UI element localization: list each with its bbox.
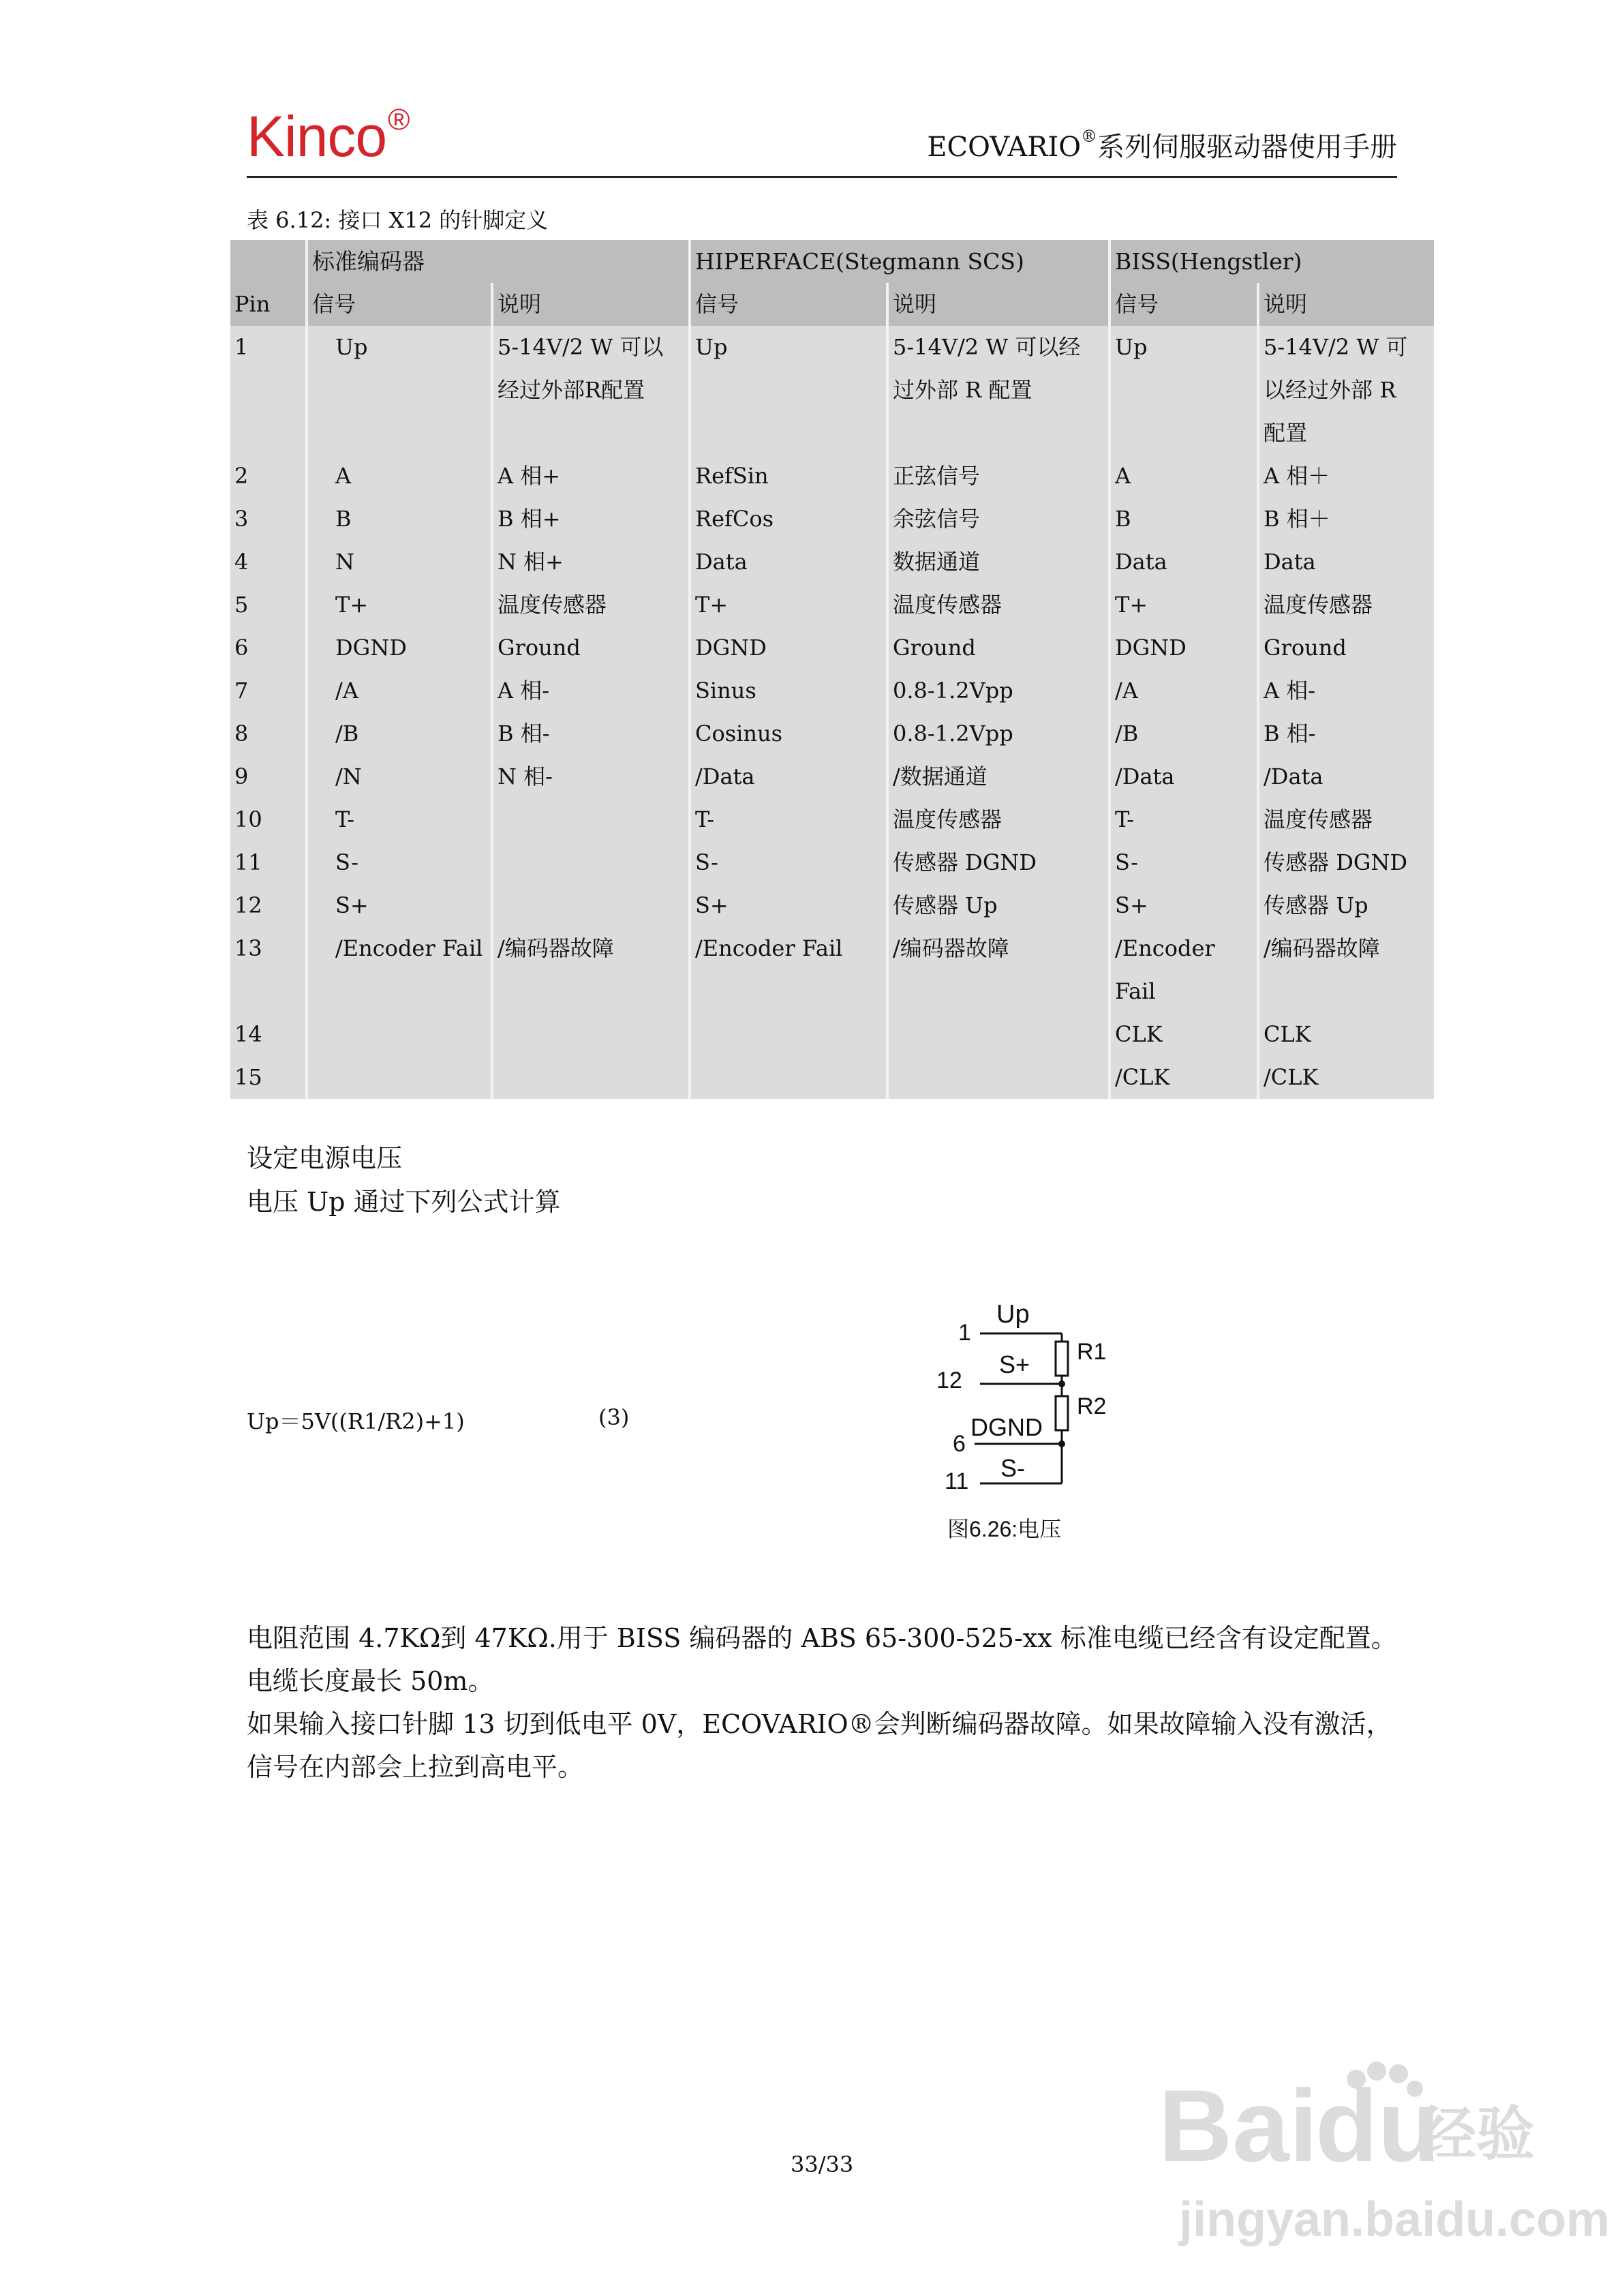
resistor-r2 [1056,1396,1068,1430]
paragraph-resistor-range: 电阻范围 4.7KΩ到 47KΩ.用于 BISS 编码器的 ABS 65-300-525-xx 标准电缆已经含有设定配置。电缆长度最长 50m。 [247,1623,1397,1696]
table-cell: DGND [1110,626,1258,669]
cell-line: 经过外部R配置 [498,377,645,403]
col-std-signal: 信号 [307,283,492,326]
table-cell: 余弦信号 [887,498,1110,541]
table-row [230,1013,1434,1056]
junction-dot [1058,1440,1065,1447]
table-cell [307,1013,492,1056]
cell-line: 5-14V/2 W 可 [1264,334,1408,360]
table-cell: Ground [887,626,1110,669]
table-cell: 数据通道 [887,541,1110,584]
group-biss: BISS(Hengstler) [1110,240,1434,283]
table-cell: Data [1264,549,1316,575]
table-cell: 4 [230,541,307,584]
table-cell: 温度传感器 [1264,806,1373,832]
table-cell: /N [307,755,492,798]
table-caption: 表 6.12: 接口 X12 的针脚定义 [247,207,549,233]
table-cell: A 相- [1264,678,1316,704]
table-cell: 温度传感器 [1264,592,1373,618]
table-row [230,541,1434,584]
table-cell: T+ [307,584,492,626]
table-cell: B 相- [492,712,690,755]
table-cell: Ground [1264,635,1347,661]
table-cell: B 相- [1264,721,1316,746]
table-cell: /Encoder Fail [690,927,887,1013]
table-cell: /编码器故障 [887,927,1110,1013]
table-cell [1258,326,1434,455]
table-group-header [230,240,1434,283]
table-cell: Ground [492,626,690,669]
table-cell: Up [307,326,492,455]
table-cell: A 相- [492,669,690,712]
table-cell [492,884,690,927]
svg-text:du: du [1315,2068,1441,2183]
kinco-logo: Kinco® [247,103,410,168]
table-cell: RefSin [690,455,887,498]
table-cell: S- [690,841,887,884]
table-cell: 传感器 Up [887,884,1110,927]
table-cell: T- [307,798,492,841]
table-column-header [230,283,1434,326]
table-cell: /A [1110,669,1258,712]
table-cell [492,841,690,884]
table-cell: 6 [230,626,307,669]
table-cell: /CLK [1110,1056,1258,1099]
cell-line: 以经过外部 R [1264,377,1396,403]
formula: Up＝5V((R1/R2)+1) [247,1408,465,1434]
table-cell [1110,927,1258,1013]
table-cell: Data [1110,541,1258,584]
resistor-label-r1: R1 [1077,1339,1107,1365]
table-cell: T- [690,798,887,841]
table-row [230,712,1434,755]
table-cell: /B [307,712,492,755]
table-cell: DGND [690,626,887,669]
baidu-jingyan-watermark [1152,2052,1610,2256]
table-cell: B [1110,498,1258,541]
table-cell: T- [1110,798,1258,841]
table-cell: S+ [307,884,492,927]
pin-definition-table [230,240,1434,1099]
table-cell: /Data [1110,755,1258,798]
pin-label-12: 12 [936,1368,962,1393]
table-cell [887,1056,1110,1099]
cell-line: Fail [1115,978,1156,1004]
table-cell: RefCos [690,498,887,541]
table-cell [492,798,690,841]
signal-label-splus: S+ [999,1350,1030,1378]
table-cell: B 相+ [492,498,690,541]
svg-text:经验: 经验 [1418,2102,1535,2167]
col-biss-signal: 信号 [1110,283,1258,326]
table-row [230,584,1434,626]
table-cell [690,1013,887,1056]
table-row [230,455,1434,498]
table-cell: 9 [230,755,307,798]
voltage-divider-schematic [932,1286,1137,1511]
table-cell: 14 [230,1013,307,1056]
table-cell: /B [1110,712,1258,755]
table-cell [492,326,690,455]
table-cell [307,1056,492,1099]
table-row [230,669,1434,712]
table-row [230,626,1434,669]
table-cell: /数据通道 [887,755,1110,798]
table-cell: 13 [230,927,307,1013]
table-row [230,884,1434,927]
section-heading: 设定电源电压 [247,1143,403,1173]
table-cell: 温度传感器 [887,798,1110,841]
table-cell: /A [307,669,492,712]
col-std-desc: 说明 [492,283,690,326]
col-biss-desc: 说明 [1258,283,1434,326]
table-cell: DGND [307,626,492,669]
table-cell: A [1110,455,1258,498]
table-cell: Up [1110,326,1258,455]
table-cell: S+ [1110,884,1258,927]
cell-line: 过外部 R 配置 [893,377,1032,403]
cell-line: 5-14V/2 W 可以 [498,334,664,360]
table-cell: 传感器 DGND [887,841,1110,884]
table-cell: /编码器故障 [1264,935,1380,961]
table-cell: Cosinus [690,712,887,755]
signal-label-dgnd: DGND [970,1413,1043,1441]
cell-line: 5-14V/2 W 可以经 [893,334,1081,360]
table-cell: 11 [230,841,307,884]
cell-line: 配置 [1264,420,1308,446]
table-cell: S+ [690,884,887,927]
table-cell: S- [1110,841,1258,884]
resistor-r1 [1056,1342,1068,1376]
table-cell: /Encoder Fail [307,927,492,1013]
col-pin: Pin [230,283,307,326]
table-cell: 0.8-1.2Vpp [887,669,1110,712]
table-cell: CLK [1264,1021,1311,1047]
table-cell: Data [690,541,887,584]
table-cell: N 相- [492,755,690,798]
table-cell: N [307,541,492,584]
table-cell: CLK [1110,1013,1258,1056]
table-cell: N 相+ [492,541,690,584]
table-cell: 传感器 DGND [1264,849,1408,875]
table-cell [690,1056,887,1099]
group-standard-encoder: 标准编码器 [307,240,690,283]
table-cell: 2 [230,455,307,498]
table-cell: Up [690,326,887,455]
table-cell: S- [307,841,492,884]
table-row [230,755,1434,798]
figure-caption: 图6.26:电压 [947,1517,1062,1541]
manual-title: ECOVARIO®系列伺服驱动器使用手册 [927,127,1397,163]
junction-dot [1058,1380,1065,1387]
table-row [230,498,1434,541]
table-cell: 0.8-1.2Vpp [887,712,1110,755]
table-cell: 12 [230,884,307,927]
table-cell: T+ [690,584,887,626]
table-cell: Sinus [690,669,887,712]
table-cell: 15 [230,1056,307,1099]
table-row [230,798,1434,841]
col-hip-desc: 说明 [887,283,1110,326]
table-cell: 8 [230,712,307,755]
table-cell [887,1013,1110,1056]
table-row [230,326,1434,455]
table-cell: B [307,498,492,541]
pin-label-6: 6 [953,1431,966,1457]
table-cell [492,1013,690,1056]
table-cell: /编码器故障 [492,927,690,1013]
header-rule [247,176,1397,178]
pin-label-11: 11 [945,1468,969,1494]
table-cell: 5 [230,584,307,626]
page-number: 33/33 [791,2151,854,2177]
table-cell: A 相+ [492,455,690,498]
group-hiperface: HIPERFACE(Stegmann SCS) [690,240,1110,283]
table-cell: T+ [1110,584,1258,626]
formula-number: (3) [598,1404,630,1430]
table-cell: A 相＋ [1264,463,1330,489]
cell-line: /Encoder [1115,935,1215,961]
table-cell: 传感器 Up [1264,892,1368,918]
table-row [230,927,1434,1013]
table-cell: /Data [1264,764,1323,789]
svg-text:jingyan.baidu.com: jingyan.baidu.com [1179,2192,1610,2247]
table-cell: /CLK [1264,1064,1319,1090]
table-cell: 3 [230,498,307,541]
pin-label-1: 1 [958,1320,971,1346]
col-hip-signal: 信号 [690,283,887,326]
table-cell: B 相＋ [1264,506,1330,532]
table-cell: 温度传感器 [887,584,1110,626]
signal-label-up: Up [996,1300,1030,1329]
table-cell [887,326,1110,455]
table-cell [492,1056,690,1099]
table-cell: 温度传感器 [492,584,690,626]
table-row [230,841,1434,884]
signal-label-sminus: S- [1000,1454,1025,1482]
table-cell: A [307,455,492,498]
table-cell: 正弦信号 [887,455,1110,498]
resistor-label-r2: R2 [1077,1393,1107,1419]
table-row [230,1056,1434,1099]
table-cell: 7 [230,669,307,712]
table-cell: /Data [690,755,887,798]
paragraph-encoder-fail: 如果输入接口针脚 13 切到低电平 0V，ECOVARIO®会判断编码器故障。如果故障输入没有激活，信号在内部会上拉到高电平。 [247,1709,1392,1782]
table-cell: 10 [230,798,307,841]
table-cell: 1 [230,326,307,455]
svg-text:Bai: Bai [1159,2068,1318,2183]
section-intro: 电压 Up 通过下列公式计算 [247,1187,561,1217]
